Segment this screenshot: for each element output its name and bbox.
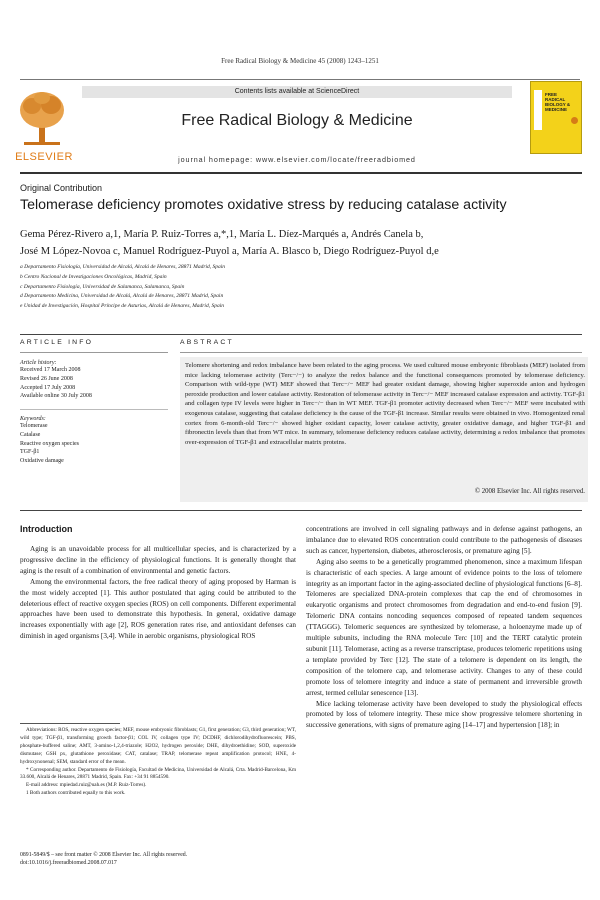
journal-title: Free Radical Biology & Medicine bbox=[181, 112, 413, 129]
info-top-rule bbox=[20, 334, 582, 335]
keyword: Telomerase bbox=[20, 423, 48, 429]
abstract-label: ABSTRACT bbox=[180, 339, 234, 346]
keyword: TGF-β1 bbox=[20, 449, 40, 456]
affiliation: a Departamento Fisiología, Universidad de Alcalá, Alcalá de Henares, 28871 Madrid, Spain bbox=[20, 264, 226, 270]
article-type: Original Contribution bbox=[20, 183, 103, 193]
paragraph: Aging also seems to be a genetically programmed phenomenon, since a maximum lifespan is characteristic of each species. A large amount of evidence points to the loss of telomere integrity as an important factor in the aging-associated decline of physiological functions [6–8]. Telomeres are specialized DNA-protein complexes that cap the end of chromosomes in eukaryotic organisms and protect chromosomes from degradation and end-to-end fusion [9]. Telomeric DNA contains noncoding sequences composed of repeated tandem sequences (TTAGGG). Telomeric sequences are synthesized by telomerase, a holoenzyme made up of multiple subunits, including the RNA molecule Terc [10] and the TERT catalytic protein subunit [11]. Telomerase, acting as a reverse transcriptase, produces telomeric repetitions using a template provided by Terc [12]. The state of a telomere is dependent on its length, the composition of the telomere cap, and telomerase activity. Changes to any of these could promote loss of telomere integrity and induce a state of permanent and irreversible growth arrest, termed cellular senescence [13]. bbox=[306, 557, 582, 697]
email-footnote: E-mail address: mpiedad.ruiz@uah.es (M.P. Ruiz-Torres). bbox=[26, 782, 147, 789]
cover-logo-icon bbox=[571, 117, 578, 124]
elsevier-tree-icon bbox=[16, 88, 68, 150]
history-received: Received 17 March 2008 bbox=[20, 367, 81, 373]
history-revised: Revised 26 June 2008 bbox=[20, 375, 73, 382]
right-column bbox=[306, 524, 582, 731]
header-bottom-rule bbox=[20, 172, 582, 174]
history-online: Available online 30 July 2008 bbox=[20, 393, 92, 400]
keyword: Oxidative damage bbox=[20, 458, 64, 465]
article-title: Telomerase deficiency promotes oxidative stress by reducing catalase activity bbox=[20, 197, 507, 213]
history-label: Article history: bbox=[20, 360, 57, 366]
contents-availability-band: Contents lists available at ScienceDirect bbox=[82, 86, 512, 98]
article-info-label: ARTICLE INFO bbox=[20, 339, 94, 346]
author-line: José M López-Novoa c, Manuel Rodríguez-Puyol a, María A. Blasco b, Diego Rodríguez-Puyol d,e bbox=[20, 246, 439, 257]
cover-strip bbox=[534, 90, 542, 130]
info-rule bbox=[20, 352, 168, 353]
paragraph: Among the environmental factors, the free radical theory of aging proposed by Harman is the most widely accepted [1]. This author postulated that aging could be attributed to the deleterious effect of reactive oxygen species (ROS) on cell components. Different experimental approaches have been used to demonstrate this hypothesis. In general, oxidative damage increases exponentially with age [2], ROS generation rates rise, and antioxidant defenses can diminish in aged organisms [3,4]. While in aerobic organisms, physiological ROS bbox=[20, 577, 296, 641]
paragraph: Aging is an unavoidable process for all multicellular species, and is characterized by a progressive decline in the efficiency of physiological functions. It is generally thought that aging is the result of a combination of environmental and genetic factors. bbox=[20, 545, 296, 575]
paragraph: Mice lacking telomerase activity have been developed to study the physiological effects promoted by loss of telomere integrity. These mice show progressive telomere shortening in successive generations, with signs of premature aging [14–17] and hypertension [18]; in bbox=[306, 699, 582, 730]
footnotes bbox=[20, 727, 296, 798]
issn-line: 0891-5849/$ – see front matter © 2008 Elsevier Inc. All rights reserved. bbox=[20, 852, 188, 858]
affiliation: e Unidad de Investigación, Hospital Príncipe de Asturias, Alcalá de Henares, Madrid, Spain bbox=[20, 303, 224, 310]
equal-contribution-footnote: 1 Both authors contributed equally to this work. bbox=[26, 790, 126, 797]
copyright: © 2008 Elsevier Inc. All rights reserved. bbox=[474, 488, 585, 495]
front-matter bbox=[20, 851, 187, 867]
affiliation: d Departamento Medicina, Universidad de Alcalá, Alcalá de Henares, 28871 Madrid, Spain bbox=[20, 293, 224, 300]
doi-line: doi:10.1016/j.freeradbiomed.2008.07.017 bbox=[20, 860, 117, 866]
keywords-label: Keywords: bbox=[20, 416, 46, 422]
affiliation: c Departamento Fisiología, Universidad de Salamanca, Salamanca, Spain bbox=[20, 283, 185, 290]
journal-homepage: journal homepage: www.elsevier.com/locate/freeradbiomed bbox=[178, 155, 416, 164]
keywords bbox=[20, 416, 170, 466]
abstract-text: Telomere shortening and redox imbalance have been related to the aging process. We used cultured mouse embryonic fibroblasts (MEF) isolated from mice lacking telomerase activity (Terc−/−) to analyze the redox balance and the functional consequences promoted by telomerase deficiency. Comparison with wild-type (WT) MEF showed that Terc−/− MEF had greater oxidant damage, showing higher superoxide anion and hydrogen peroxide production and lower catalase activity. Restoration of telomerase activity in Terc−/− MEF increased catalase expression and activity. TGF-β1 and collagen type IV levels were higher in Terc−/− than in WT MEF. TGF-β1 promoter activity decreased when Terc−/− MEF were incubated with exogenous catalase, suggesting that catalase deficiency is the cause of the TGF-β1 increase. Similar results were obtained in vivo. Homogenized renal cortex from 6-month-old Terc−/− showed higher oxidant capacity, lower catalase activity, greater oxidative damage, and higher TGF-β1 and fibronectin levels than that from WT mice. In summary, telomerase deficiency reduces catalase activity, determining a redox imbalance that promotes over-expression of TGF-β1 and extracellular matrix proteins. bbox=[185, 362, 585, 446]
article-history bbox=[20, 360, 170, 401]
author-line: Gema Pérez-Rivero a,1, María P. Ruiz-Torres a,*,1, María L. Díez-Marqués a, Andrés Canela b, bbox=[20, 229, 424, 240]
introduction-heading: Introduction bbox=[20, 524, 73, 534]
cover-title: FREE RADICAL BIOLOGY & MEDICINE bbox=[545, 92, 571, 112]
left-column bbox=[20, 544, 296, 642]
history-accepted: Accepted 17 July 2008 bbox=[20, 384, 76, 391]
affiliation: b Centro Nacional de Investigaciones Oncológicas, Madrid, Spain bbox=[20, 273, 167, 280]
paragraph: concentrations are involved in cell signaling pathways and in defense against pathogens, an imbalance due to elevated ROS concentration could contribute to the pathogenesis of diseases such as cancer, hypertension, diabetes, atherosclerosis, or premature aging [5]. bbox=[306, 525, 582, 555]
journal-citation: Free Radical Biology & Medicine 45 (2008) 1243–1251 bbox=[221, 57, 379, 65]
publisher-name: ELSEVIER bbox=[15, 151, 73, 163]
abbreviations-footnote: Abbreviations: ROS, reactive oxygen species; MEF, mouse embryonic fibroblasts; G1, first generation; G3, third generation; WT, wild type; TGF-β1, transforming growth factor-β1; COL IV, collagen type IV; DCDHF, dichlorodihydrofluorescein; PBS, phosphate-buffered saline; AMT, 3-amino-1,2,4-triazole; H2O2, hydrogen peroxide; DHE, dihydroethidine; SOD, superoxide dismutase; GSH px, glutathione peroxidase; CAT, catalase; TRAP, telomerase repeat amplification protocol; HNE, 4-hydroxynonenal; SEM, standard error of the mean. bbox=[20, 727, 296, 765]
affiliations bbox=[20, 263, 460, 312]
abstract-bottom-rule bbox=[20, 510, 582, 511]
corresponding-author-footnote: * Corresponding author. Departamento de Fisiología, Facultad de Medicina, Universidad de Alcalá, Crta. Madrid-Barcelona, Km 33.600, Alcalá de Henares, 28871 Madrid, Spain. Fax: +34 91 8854590. bbox=[20, 766, 296, 781]
keyword: Reactive oxygen species bbox=[20, 440, 79, 447]
abstract-rule bbox=[180, 352, 582, 353]
footnote-rule bbox=[20, 723, 120, 724]
journal-cover bbox=[530, 81, 582, 154]
author-list bbox=[20, 226, 590, 260]
keyword: Catalase bbox=[20, 431, 41, 438]
top-rule bbox=[20, 79, 580, 80]
keywords-rule bbox=[20, 409, 168, 410]
